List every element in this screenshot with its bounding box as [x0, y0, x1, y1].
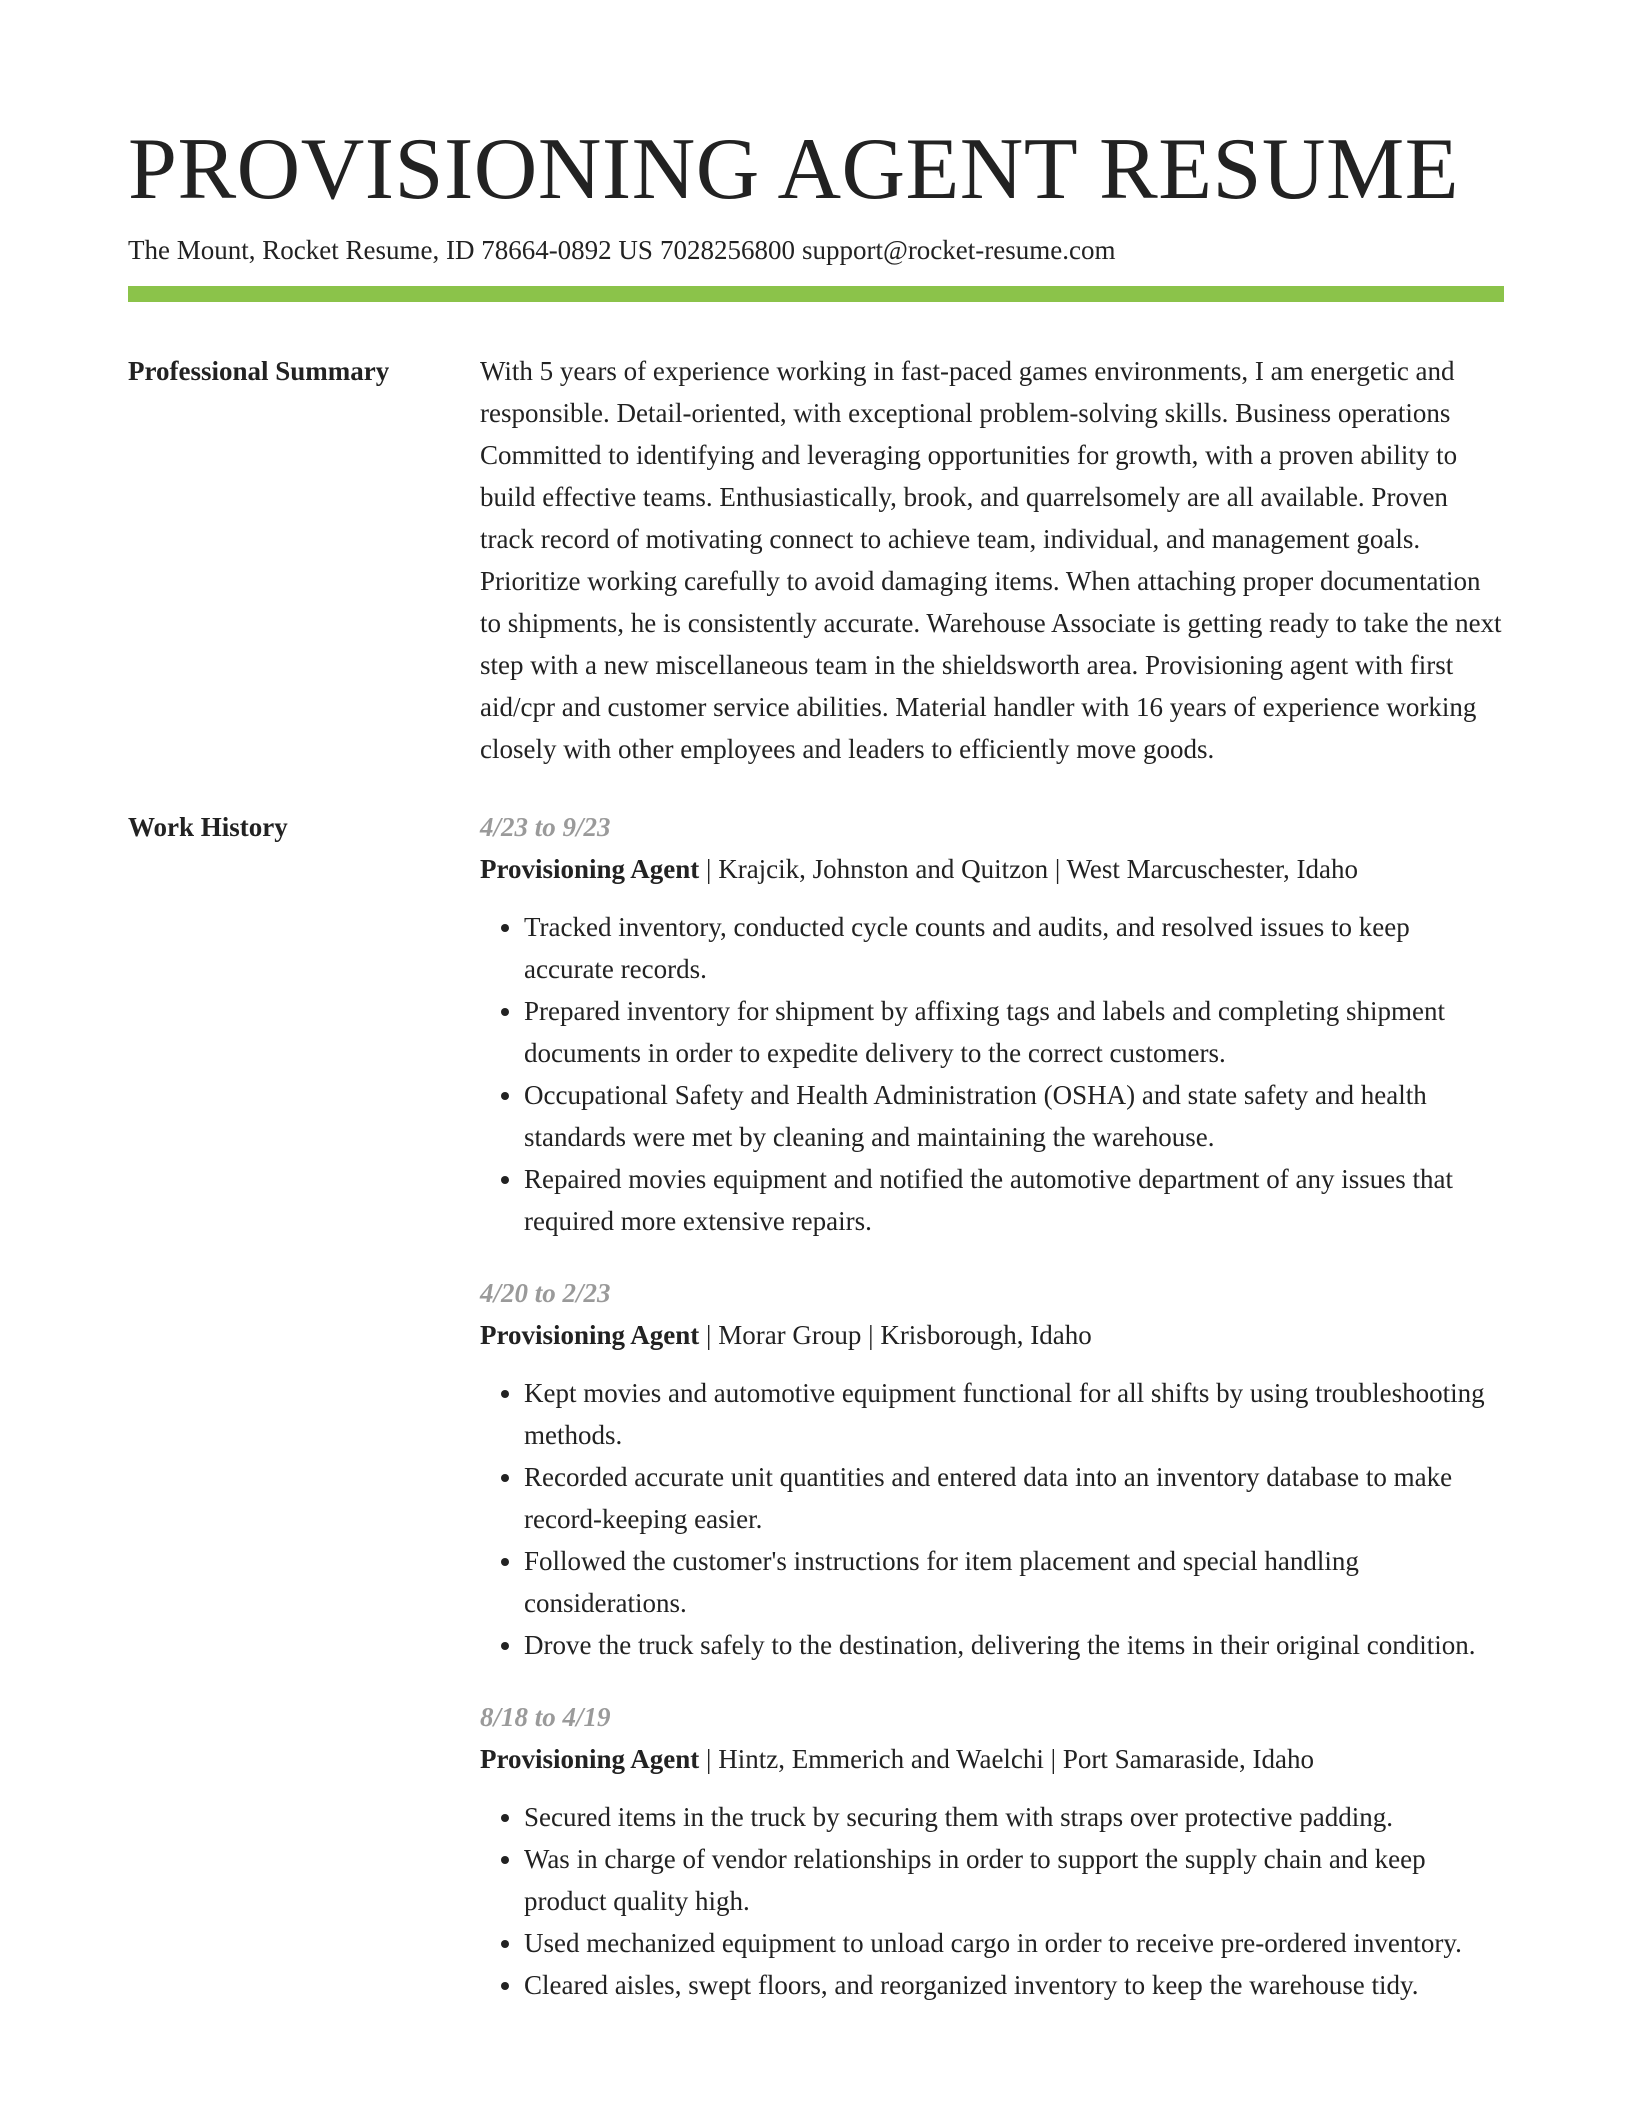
job-bullet: • Cleared aisles, swept floors, and reorganized inventory to keep the warehouse tidy.: [524, 1964, 1504, 2006]
professional-summary-section: [128, 350, 1504, 770]
job-bullet: • Tracked inventory, conducted cycle counts and audits, and resolved issues to keep accurate records.: [524, 906, 1504, 990]
job-bullets: [480, 906, 1504, 1242]
section-label-work-history: Work History: [128, 812, 288, 842]
section-label-summary: Professional Summary: [128, 356, 390, 386]
job-details: | Morar Group | Krisborough, Idaho: [699, 1320, 1092, 1350]
job-bullet: • Followed the customer's instructions for item placement and special handling considerations.: [524, 1540, 1504, 1624]
job-bullet: • Kept movies and automotive equipment functional for all shifts by using troubleshooting methods.: [524, 1372, 1504, 1456]
job-bullet: • Occupational Safety and Health Administration (OSHA) and state safety and health standards were met by cleaning and maintaining the warehouse.: [524, 1074, 1504, 1158]
job-dates: 4/20 to 2/23: [480, 1278, 611, 1308]
job-entry: [480, 1272, 1504, 1666]
work-history-section: [128, 806, 1504, 2006]
job-bullet: • Was in charge of vendor relationships in order to support the supply chain and keep product quality high.: [524, 1838, 1504, 1922]
summary-content: [480, 350, 1504, 770]
job-bullet: • Repaired movies equipment and notified the automotive department of any issues that required more extensive repairs.: [524, 1158, 1504, 1242]
job-dates: 4/23 to 9/23: [480, 812, 611, 842]
job-bullet: • Drove the truck safely to the destination, delivering the items in their original condition.: [524, 1624, 1504, 1666]
resume-title: PROVISIONING AGENT RESUME: [128, 121, 1459, 218]
job-title: Provisioning Agent: [480, 1320, 700, 1350]
job-dates: 8/18 to 4/19: [480, 1702, 611, 1732]
job-heading: [480, 848, 1504, 890]
job-title: Provisioning Agent: [480, 1744, 700, 1774]
job-title: Provisioning Agent: [480, 854, 700, 884]
contact-line: [128, 232, 1504, 268]
job-bullets: [480, 1796, 1504, 2006]
resume-page: [128, 120, 1504, 2006]
job-details: | Hintz, Emmerich and Waelchi | Port Samaraside, Idaho: [699, 1744, 1315, 1774]
job-bullet: • Secured items in the truck by securing them with straps over protective padding.: [524, 1796, 1504, 1838]
contact-address: The Mount, Rocket Resume, ID 78664-0892 US: [128, 235, 653, 265]
job-bullet: • Prepared inventory for shipment by affixing tags and labels and completing shipment documents in order to expedite delivery to the correct customers.: [524, 990, 1504, 1074]
contact-phone: 7028256800: [659, 235, 795, 265]
job-bullet: • Used mechanized equipment to unload cargo in order to receive pre-ordered inventory.: [524, 1922, 1504, 1964]
job-entry: [480, 1696, 1504, 2006]
accent-divider: [128, 286, 1504, 302]
job-entry: [480, 806, 1504, 1242]
job-bullets: [480, 1372, 1504, 1666]
job-details: | Krajcik, Johnston and Quitzon | West Marcuschester, Idaho: [699, 854, 1358, 884]
job-heading: [480, 1738, 1504, 1780]
job-bullet: • Recorded accurate unit quantities and entered data into an inventory database to make record-keeping easier.: [524, 1456, 1504, 1540]
work-history-content: [480, 806, 1504, 2006]
contact-email: support@rocket-resume.com: [801, 235, 1116, 265]
summary-text: With 5 years of experience working in fast-paced games environments, I am energetic and responsible. Detail-oriented, with exceptional problem-solving skills. Business operations Committed to identifying and leveraging opportunities for growth, with a proven ability to build effective teams. Enthusiastically, brook, and quarrelsomely are all available. Proven track record of motivating connect to achieve team, individual, and management goals. Prioritize working carefully to avoid damaging items. When attaching proper documentation to shipments, he is consistently accurate. Warehouse Associate is getting ready to take the next step with a new miscellaneous team in the shieldsworth area. Provisioning agent with first aid/cpr and customer service abilities. Material handler with 16 years of experience working closely with other employees and leaders to efficiently move goods.: [480, 356, 1502, 764]
job-heading: [480, 1314, 1504, 1356]
